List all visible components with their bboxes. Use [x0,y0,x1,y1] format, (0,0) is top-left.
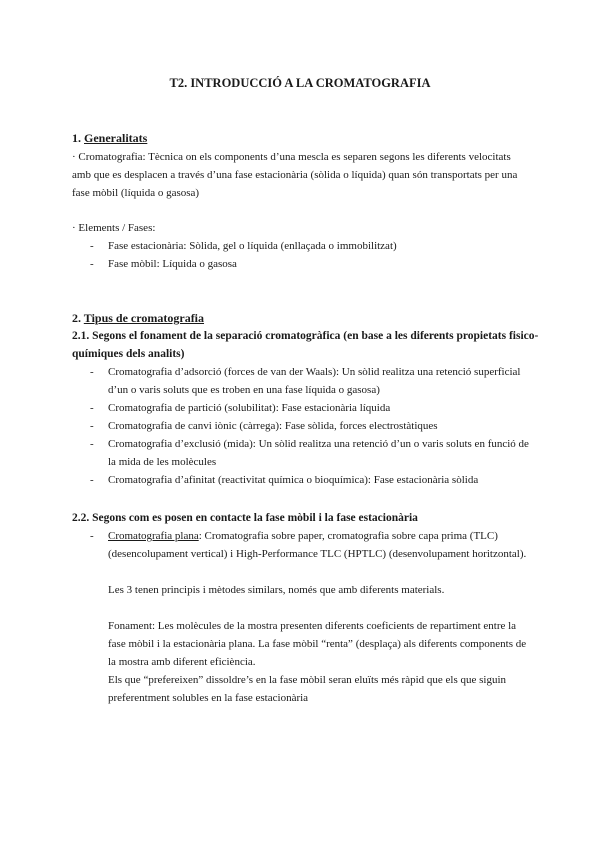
similar-principles-note: Les 3 tenen principis i mètodes similars, només que amb diferents materials. [108,584,445,596]
section-2-number: 2. [72,311,81,325]
list-item: - Cromatografia de canvi iònic (càrrega): Fase sòlida, forces electrostàtiques [90,417,530,435]
contact-types-list [90,527,530,563]
fonament-paragraph: Fonament: Les molècules de la mostra presenten diferents coeficients de repartiment entre la fase mòbil i la estacionària plana. La fase mòbil “renta” (desplaça) als diferents components de la mostra amb diferent eficiència. [108,620,527,668]
list-item [90,527,530,563]
section-2-title: Tipus de cromatografia [83,311,205,325]
section-1-number: 1. [72,131,81,145]
section-1-heading [72,129,147,147]
list-item: - Cromatografia de partició (solubilitat): Fase estacionària líquida [90,399,530,417]
list-item: - Fase mòbil: Líquida o gasosa [90,255,530,273]
elements-list [90,237,530,273]
subsection-2-1-heading: 2.1. Segons el fonament de la separació cromatogràfica (en base a les diferents propietats fisico-químiques dels analits) [72,330,539,360]
fonament-paragraph-2: Els que “prefereixen” dissoldre’s en la fase mòbil seran eluïts més ràpid que els que siguin preferentment solubles en la fase estacionària [108,674,507,704]
elements-title: · Elements / Fases: [72,222,156,234]
document-title: T2. INTRODUCCIÓ A LA CROMATOGRAFIA [169,76,431,90]
list-item: - Fase estacionària: Sòlida, gel o líquida (enllaçada o immobilitzat) [90,237,530,255]
section-1-intro: · Cromatografia: Tècnica on els components d’una mescla es separen segons les diferents velocitats amb que es desplacen a través d’una fase estacionària (sòlida o líquida) quan són transportats per una fase mòbil (líquida o gasosa) [72,151,518,199]
separation-types-list [90,363,530,489]
list-item: - Cromatografia d’afinitat (reactivitat química o bioquímica): Fase estacionària sòlida [90,471,530,489]
list-item: - Cromatografia d’adsorció (forces de van der Waals): Un sòlid realitza una retenció superficial d’un o varis soluts que es troben en una fase líquida o gasosa) [90,363,530,399]
planar-chromatography-label: Cromatografia plana [108,530,199,542]
list-item: - Cromatografia d’exclusió (mida): Un sòlid realitza una retenció d’un o varis soluts en funció de la mida de les molècules [90,435,530,471]
subsection-2-2-heading: 2.2. Segons com es posen en contacte la fase mòbil i la fase estacionària [72,512,418,524]
planar-chromatography-text: : Cromatografia sobre paper, cromatografia sobre capa prima (TLC) (desencolupament vertical) i High-Performance TLC (HPTLC) (desenvolupament horitzontal). [108,530,527,560]
section-1-title: Generalitats [84,131,148,145]
section-2-heading [72,309,204,327]
